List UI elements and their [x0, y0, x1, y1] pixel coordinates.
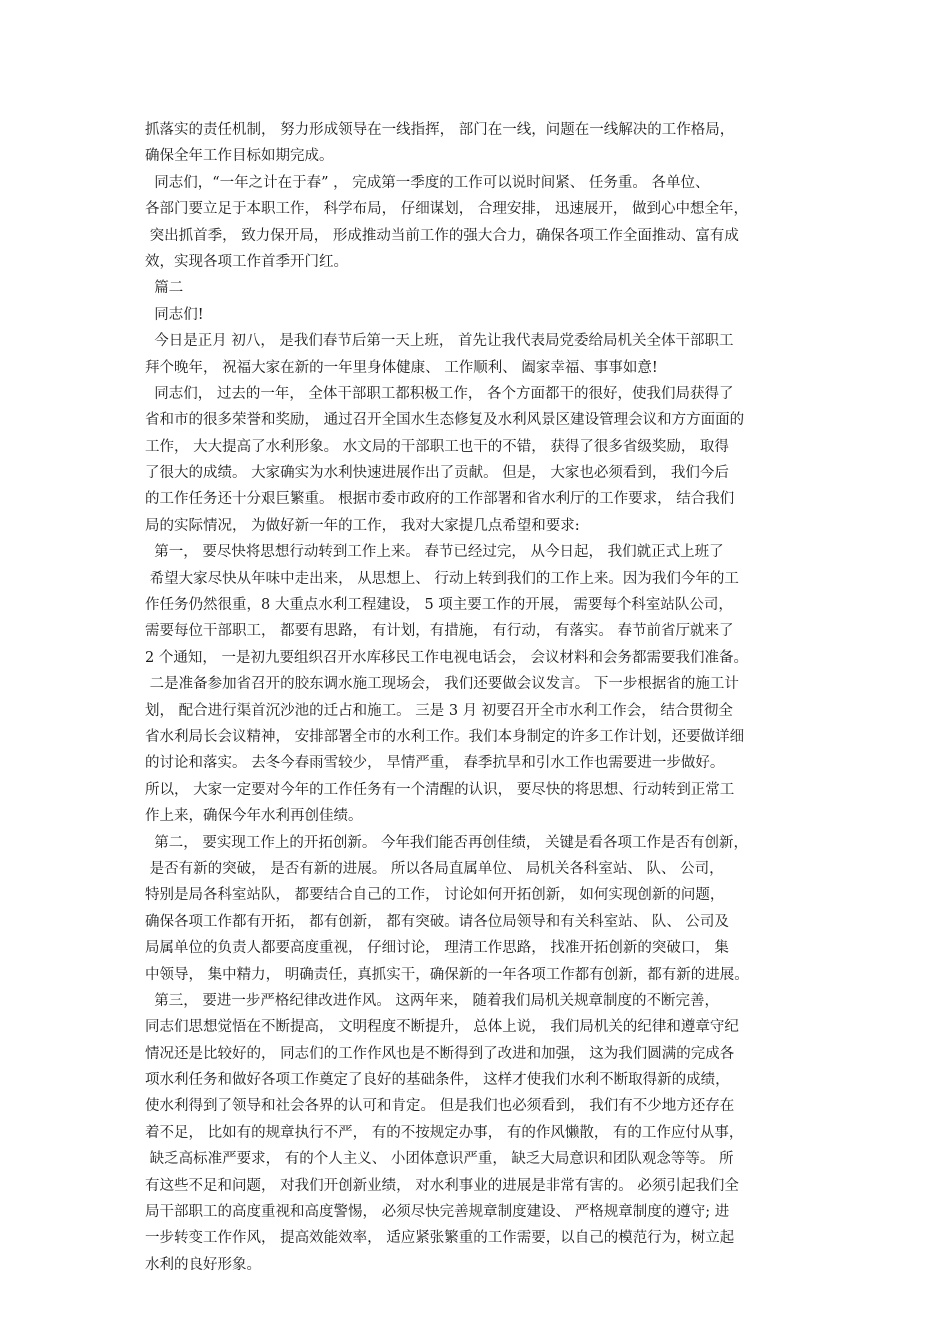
text-line: 所以， 大家一定要对今年的工作任务有一个清醒的认识， 要尽快的将思想、行动转到正常工 — [145, 781, 735, 798]
text-line: 了很大的成绩。 大家确实为水利快速进展作出了贡献。 但是， 大家也必须看到， 我们今后 — [145, 465, 729, 482]
text-line: 局属单位的负责人都要高度重视， 仔细讨论， 理清工作思路， 找准开拓创新的突破口， 集 — [145, 940, 729, 957]
text-line: 篇二 — [145, 280, 184, 297]
text-line: 局干部职工的高度重视和高度警惕， 必须尽快完善规章制度建设、 严格规章制度的遵守; 进 — [145, 1204, 730, 1221]
text-line: 缺乏高标准严要求， 有的个人主义、 小团体意识严重， 缺乏大局意识和团队观念等等。 所 — [145, 1151, 734, 1168]
text-line: 划， 配合进行渠首沉沙池的迁占和施工。 三是 3 月 初要召开全市水利工作会， 结合贯彻全 — [145, 702, 733, 719]
text-line: 确保全年工作目标如期完成。 — [145, 148, 334, 165]
text-line: 2 个通知， 一是初九要组织召开水库移民工作电视电话会， 会议材料和会务都需要我们准备。 — [145, 649, 749, 666]
text-line: 作上来，确保今年水利再创佳绩。 — [145, 808, 363, 825]
text-line: 有这些不足和问题， 对我们开创新业绩， 对水利事业的进展是非常有害的。 必须引起我们全 — [145, 1177, 739, 1194]
text-line: 着不足， 比如有的规章执行不严， 有的不按规定办事， 有的作风懒散， 有的工作应付从事， — [145, 1124, 744, 1141]
text-line: 各部门要立足于本职工作， 科学布局， 仔细谋划， 合理安排， 迅速展开， 做到心中想全年， — [145, 201, 749, 218]
text-line: 中领导， 集中精力， 明确责任，真抓实干，确保新的一年各项工作都有创新，都有新的进展。 — [145, 966, 749, 983]
text-line: 同志们，“一年之计在于春” ， 完成第一季度的工作可以说时间紧、 任务重。 各单位、 — [145, 174, 710, 191]
text-line: 同志们! — [145, 306, 204, 323]
text-line: 工作， 大大提高了水利形象。 水文局的干部职工也干的不错， 获得了很多省级奖励， 取得 — [145, 438, 729, 455]
text-line: 作任务仍然很重，8 大重点水利工程建设， 5 项主要工作的开展， 需要每个科室站队公司， — [145, 597, 733, 614]
text-line: 一步转变工作作风， 提高效能效率， 适应紧张繁重的工作需要，以自己的模范行为，树立起 — [145, 1230, 735, 1247]
text-line: 抓落实的责任机制， 努力形成领导在一线指挥， 部门在一线，问题在一线解决的工作格局， — [145, 122, 735, 138]
text-line: 特别是局各科室站队， 都要结合自己的工作， 讨论如何开拓创新， 如何实现创新的问题， — [145, 887, 725, 904]
text-line: 拜个晚年， 祝福大家在新的一年里身体健康、 工作顺利、 阖家幸福、事事如意! — [145, 359, 658, 376]
text-line: 效，实现各项工作首季开门红。 — [145, 253, 348, 270]
text-line: 需要每位干部职工， 都要有思路， 有计划，有措施， 有行动， 有落实。 春节前省厅就来了 — [145, 623, 734, 640]
text-line: 使水利得到了领导和社会各界的认可和肯定。 但是我们也必须看到， 我们有不少地方还存在 — [145, 1098, 735, 1115]
text-line: 确保各项工作都有开拓， 都有创新， 都有突破。请各位局领导和有关科室站、 队、 公司及 — [145, 913, 729, 930]
text-line: 省和市的很多荣誉和奖励， 通过召开全国水生态修复及水利风景区建设管理会议和方方面面的 — [145, 412, 745, 429]
text-line: 省水利局长会议精神， 安排部署全市的水利工作。我们本身制定的许多工作计划，还要做详细 — [145, 728, 745, 745]
text-line: 的工作任务还十分艰巨繁重。 根据市委市政府的工作部署和省水利厅的工作要求， 结合我们 — [145, 491, 735, 508]
text-line: 水利的良好形象。 — [145, 1256, 261, 1273]
text-line: 同志们思想觉悟在不断提高， 文明程度不断提升， 总体上说， 我们局机关的纪律和遵章守纪 — [145, 1019, 739, 1036]
text-line: 第一， 要尽快将思想行动转到工作上来。 春节已经过完， 从今日起， 我们就正式上班了 — [145, 544, 724, 561]
text-line: 项水利任务和做好各项工作奠定了良好的基础条件， 这样才使我们水利不断取得新的成绩， — [145, 1072, 730, 1089]
text-line: 情况还是比较好的， 同志们的工作作风也是不断得到了改进和加强， 这为我们圆满的完成各 — [145, 1045, 735, 1062]
text-line: 今日是正月 初八， 是我们春节后第一天上班， 首先让我代表局党委给局机关全体干部职工 — [145, 333, 734, 350]
text-line: 局的实际情况， 为做好新一年的工作， 我对大家提几点希望和要求: — [145, 517, 580, 534]
text-line: 突出抓首季， 致力保开局， 形成推动当前工作的强大合力，确保各项工作全面推动、富有成 — [145, 227, 739, 244]
document-body — [145, 117, 821, 1278]
text-line: 第二， 要实现工作上的开拓创新。 今年我们能否再创佳绩， 关键是看各项工作是否有创新， — [145, 834, 749, 851]
text-line: 的讨论和落实。 去冬今春雨雪较少， 旱情严重， 春季抗旱和引水工作也需要进一步做好。 — [145, 755, 725, 772]
text-line: 同志们， 过去的一年， 全体干部职工都积极工作， 各个方面都干的很好，使我们局获得了 — [145, 385, 734, 402]
text-line: 是否有新的突破， 是否有新的进展。 所以各局直属单位、 局机关各科室站、 队、 公司， — [145, 860, 724, 877]
text-line: 第三， 要进一步严格纪律改进作风。 这两年来， 随着我们局机关规章制度的不断完善， — [145, 992, 720, 1009]
text-line: 二是准备参加省召开的胶东调水施工现场会， 我们还要做会议发言。 下一步根据省的施工计 — [145, 676, 739, 693]
text-line: 希望大家尽快从年味中走出来， 从思想上、 行动上转到我们的工作上来。因为我们今年的工 — [145, 570, 739, 587]
